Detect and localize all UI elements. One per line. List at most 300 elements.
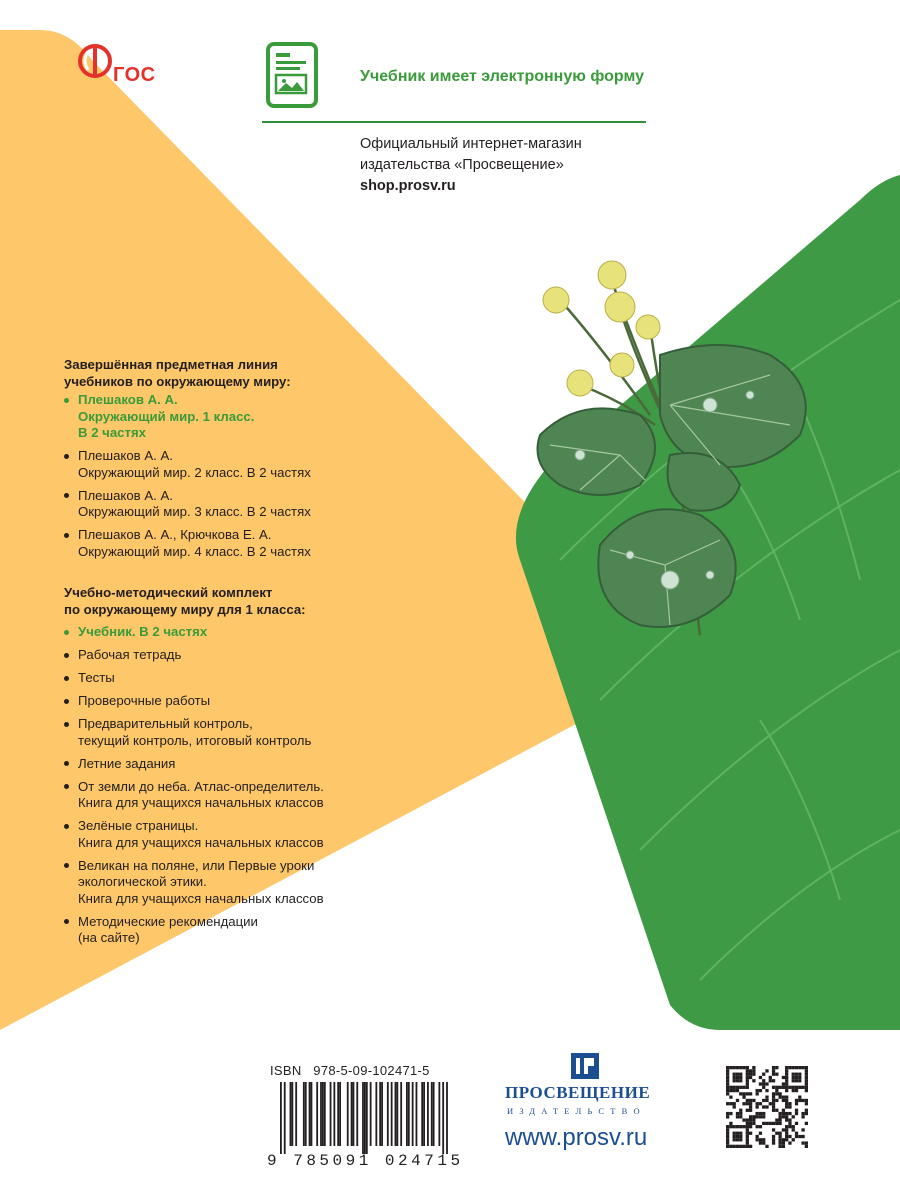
barcode-bar bbox=[311, 1082, 313, 1146]
qr-module bbox=[778, 1096, 781, 1099]
qr-module bbox=[742, 1102, 745, 1105]
qr-module bbox=[756, 1092, 759, 1095]
qr-module bbox=[801, 1141, 804, 1144]
qr-module bbox=[772, 1105, 775, 1108]
qr-module bbox=[778, 1092, 781, 1095]
qr-module bbox=[785, 1099, 788, 1102]
barcode-bar bbox=[309, 1082, 311, 1146]
qr-module bbox=[805, 1076, 808, 1079]
shop-line-2: издательства «Просвещение» bbox=[360, 157, 564, 173]
barcode-bar bbox=[316, 1082, 318, 1146]
publisher-logo-icon bbox=[570, 1052, 600, 1080]
qr-module bbox=[805, 1089, 808, 1092]
qr-module bbox=[785, 1076, 788, 1079]
qr-module bbox=[733, 1089, 736, 1092]
qr-module bbox=[739, 1086, 742, 1089]
qr-module bbox=[778, 1115, 781, 1118]
list-item: Великан на поляне, или Первые уроки экологической этики. Книга для учащихся начальных классов bbox=[64, 858, 444, 908]
qr-module bbox=[749, 1115, 752, 1118]
qr-module bbox=[772, 1092, 775, 1095]
qr-module bbox=[726, 1082, 729, 1085]
qr-module bbox=[778, 1086, 781, 1089]
qr-module bbox=[785, 1105, 788, 1108]
barcode-bar bbox=[324, 1082, 326, 1146]
qr-module bbox=[795, 1066, 798, 1069]
qr-module bbox=[788, 1086, 791, 1089]
qr-module bbox=[805, 1086, 808, 1089]
header-divider bbox=[262, 121, 646, 123]
list-item: Плешаков А. А. Окружающий мир. 2 класс. В 2 частях bbox=[64, 448, 424, 481]
qr-module bbox=[759, 1102, 762, 1105]
qr-module bbox=[762, 1079, 765, 1082]
qr-module bbox=[756, 1138, 759, 1141]
shop-line-1: Официальный интернет-магазин bbox=[360, 136, 582, 152]
fgos-logo-text: ГОС bbox=[113, 64, 156, 86]
qr-module bbox=[785, 1073, 788, 1076]
qr-module bbox=[772, 1128, 775, 1131]
qr-module bbox=[798, 1099, 801, 1102]
qr-module bbox=[785, 1125, 788, 1128]
barcode-bar bbox=[400, 1082, 402, 1146]
qr-module bbox=[778, 1112, 781, 1115]
qr-module bbox=[739, 1112, 742, 1115]
list-item: Плешаков А. А. Окружающий мир. 1 класс. В 2 частях bbox=[64, 392, 424, 442]
qr-module bbox=[785, 1138, 788, 1141]
qr-module bbox=[729, 1066, 732, 1069]
qr-module bbox=[782, 1096, 785, 1099]
qr-module bbox=[726, 1125, 729, 1128]
barcode-bar bbox=[353, 1082, 355, 1146]
qr-module bbox=[792, 1073, 795, 1076]
qr-module bbox=[795, 1109, 798, 1112]
qr-module bbox=[792, 1125, 795, 1128]
barcode-bar bbox=[333, 1082, 335, 1146]
qr-module bbox=[739, 1109, 742, 1112]
qr-module bbox=[788, 1105, 791, 1108]
barcode-bar bbox=[408, 1082, 410, 1146]
qr-module bbox=[798, 1076, 801, 1079]
qr-module bbox=[756, 1089, 759, 1092]
qr-module bbox=[795, 1076, 798, 1079]
qr-module bbox=[782, 1109, 785, 1112]
qr-module bbox=[733, 1105, 736, 1108]
qr-module bbox=[759, 1082, 762, 1085]
qr-module bbox=[736, 1112, 739, 1115]
qr-module bbox=[752, 1079, 755, 1082]
electronic-form-text: Учебник имеет электронную форму bbox=[360, 68, 644, 85]
publisher-url[interactable]: www.prosv.ru bbox=[505, 1124, 648, 1151]
qr-module bbox=[736, 1073, 739, 1076]
qr-module bbox=[785, 1128, 788, 1131]
qr-module bbox=[762, 1115, 765, 1118]
qr-module bbox=[752, 1115, 755, 1118]
qr-module bbox=[772, 1141, 775, 1144]
qr-module bbox=[736, 1138, 739, 1141]
qr-module bbox=[778, 1122, 781, 1125]
qr-module bbox=[778, 1138, 781, 1141]
qr-module bbox=[736, 1066, 739, 1069]
barcode-bar bbox=[305, 1082, 307, 1146]
qr-module bbox=[739, 1138, 742, 1141]
qr-module bbox=[756, 1135, 759, 1138]
qr-module bbox=[801, 1099, 804, 1102]
qr-module bbox=[769, 1076, 772, 1079]
qr-module bbox=[782, 1112, 785, 1115]
list-item: Проверочные работы bbox=[64, 693, 444, 710]
qr-module bbox=[762, 1073, 765, 1076]
qr-module bbox=[762, 1112, 765, 1115]
qr-module bbox=[762, 1099, 765, 1102]
qr-module bbox=[782, 1082, 785, 1085]
qr-module bbox=[742, 1066, 745, 1069]
barcode-bar bbox=[395, 1082, 397, 1146]
qr-module bbox=[785, 1132, 788, 1135]
barcode-bar bbox=[396, 1082, 398, 1146]
qr-module bbox=[729, 1096, 732, 1099]
qr-module bbox=[756, 1125, 759, 1128]
list-item: Учебник. В 2 частях bbox=[64, 624, 444, 641]
qr-module bbox=[785, 1066, 788, 1069]
qr-module bbox=[736, 1135, 739, 1138]
qr-module bbox=[739, 1076, 742, 1079]
qr-module bbox=[762, 1141, 765, 1144]
qr-module bbox=[798, 1079, 801, 1082]
qr-module bbox=[798, 1073, 801, 1076]
qr-module bbox=[749, 1105, 752, 1108]
barcode-bar bbox=[442, 1082, 444, 1154]
qr-module bbox=[762, 1105, 765, 1108]
barcode-bar bbox=[446, 1082, 448, 1154]
barcode-bar bbox=[431, 1082, 433, 1146]
qr-module bbox=[788, 1135, 791, 1138]
list-item: Методические рекомендации (на сайте) bbox=[64, 914, 444, 947]
qr-module bbox=[765, 1096, 768, 1099]
qr-module bbox=[782, 1128, 785, 1131]
qr-module bbox=[739, 1079, 742, 1082]
qr-module bbox=[795, 1079, 798, 1082]
barcode-bar bbox=[280, 1082, 282, 1154]
qr-module bbox=[733, 1073, 736, 1076]
isbn-text bbox=[270, 1063, 430, 1078]
qr-module bbox=[775, 1099, 778, 1102]
qr-module bbox=[739, 1092, 742, 1095]
qr-module bbox=[765, 1069, 768, 1072]
teaching-kit-list bbox=[64, 624, 444, 947]
qr-module bbox=[736, 1115, 739, 1118]
qr-module bbox=[788, 1122, 791, 1125]
list-item: Рабочая тетрадь bbox=[64, 647, 444, 664]
qr-module bbox=[795, 1102, 798, 1105]
qr-module bbox=[765, 1122, 768, 1125]
qr-module bbox=[785, 1115, 788, 1118]
qr-module bbox=[746, 1118, 749, 1121]
qr-module bbox=[792, 1066, 795, 1069]
qr-module bbox=[749, 1118, 752, 1121]
qr-module bbox=[775, 1073, 778, 1076]
qr-module bbox=[726, 1115, 729, 1118]
qr-module bbox=[798, 1135, 801, 1138]
qr-module bbox=[736, 1089, 739, 1092]
publisher-name: ПРОСВЕЩЕНИЕ bbox=[505, 1083, 651, 1102]
qr-module bbox=[772, 1102, 775, 1105]
barcode-icon bbox=[280, 1082, 448, 1154]
qr-module bbox=[805, 1112, 808, 1115]
barcode-bar bbox=[337, 1082, 339, 1146]
shop-url[interactable]: shop.prosv.ru bbox=[360, 178, 456, 194]
barcode-bar bbox=[339, 1082, 341, 1146]
qr-module bbox=[742, 1086, 745, 1089]
qr-module bbox=[805, 1122, 808, 1125]
qr-module bbox=[795, 1073, 798, 1076]
barcode-bar bbox=[356, 1082, 358, 1146]
qr-module bbox=[729, 1125, 732, 1128]
qr-module bbox=[752, 1118, 755, 1121]
qr-module bbox=[782, 1076, 785, 1079]
qr-module bbox=[739, 1132, 742, 1135]
qr-module bbox=[729, 1089, 732, 1092]
qr-module bbox=[733, 1132, 736, 1135]
qr-module bbox=[746, 1125, 749, 1128]
qr-module bbox=[805, 1073, 808, 1076]
qr-module bbox=[782, 1086, 785, 1089]
qr-module bbox=[762, 1138, 765, 1141]
qr-module bbox=[788, 1141, 791, 1144]
qr-module bbox=[805, 1102, 808, 1105]
qr-module bbox=[769, 1079, 772, 1082]
barcode-bar bbox=[412, 1082, 414, 1146]
list-item: От земли до неба. Атлас-определитель. Книга для учащихся начальных классов bbox=[64, 779, 444, 812]
qr-module bbox=[792, 1138, 795, 1141]
qr-module bbox=[742, 1145, 745, 1148]
qr-module bbox=[788, 1112, 791, 1115]
qr-module bbox=[759, 1112, 762, 1115]
qr-module bbox=[756, 1105, 759, 1108]
barcode-bar bbox=[391, 1082, 393, 1146]
qr-module bbox=[752, 1122, 755, 1125]
qr-module bbox=[772, 1138, 775, 1141]
publisher-subtitle: ИЗДАТЕЛЬСТВО bbox=[507, 1106, 646, 1116]
list-item: Летние задания bbox=[64, 756, 444, 773]
qr-code-icon bbox=[726, 1066, 808, 1148]
lady-mantle-plant-illustration bbox=[520, 255, 820, 655]
barcode-bar bbox=[303, 1082, 305, 1146]
qr-module bbox=[801, 1112, 804, 1115]
qr-module bbox=[726, 1141, 729, 1144]
qr-module bbox=[736, 1079, 739, 1082]
qr-module bbox=[749, 1102, 752, 1105]
qr-module bbox=[759, 1138, 762, 1141]
qr-module bbox=[772, 1135, 775, 1138]
qr-module bbox=[742, 1118, 745, 1121]
qr-module bbox=[801, 1128, 804, 1131]
qr-module bbox=[792, 1128, 795, 1131]
qr-module bbox=[762, 1082, 765, 1085]
barcode-bar bbox=[421, 1082, 423, 1146]
qr-module bbox=[782, 1099, 785, 1102]
qr-module bbox=[805, 1069, 808, 1072]
qr-module bbox=[785, 1135, 788, 1138]
qr-module bbox=[798, 1066, 801, 1069]
qr-module bbox=[772, 1086, 775, 1089]
isbn-label: ISBN bbox=[270, 1063, 302, 1078]
qr-module bbox=[762, 1086, 765, 1089]
qr-module bbox=[765, 1082, 768, 1085]
qr-module bbox=[746, 1086, 749, 1089]
qr-module bbox=[739, 1135, 742, 1138]
qr-module bbox=[736, 1099, 739, 1102]
barcode-bar bbox=[320, 1082, 322, 1146]
qr-module bbox=[726, 1073, 729, 1076]
qr-module bbox=[775, 1086, 778, 1089]
qr-module bbox=[729, 1122, 732, 1125]
tablet-icon bbox=[266, 42, 318, 108]
list-item: Тесты bbox=[64, 670, 444, 687]
qr-module bbox=[746, 1122, 749, 1125]
qr-module bbox=[805, 1082, 808, 1085]
qr-module bbox=[805, 1145, 808, 1148]
barcode-bar bbox=[347, 1082, 349, 1146]
qr-module bbox=[798, 1096, 801, 1099]
qr-module bbox=[746, 1138, 749, 1141]
qr-module bbox=[765, 1105, 768, 1108]
qr-module bbox=[746, 1102, 749, 1105]
qr-module bbox=[778, 1141, 781, 1144]
qr-module bbox=[746, 1079, 749, 1082]
qr-module bbox=[785, 1079, 788, 1082]
qr-module bbox=[785, 1082, 788, 1085]
qr-module bbox=[726, 1069, 729, 1072]
qr-module bbox=[759, 1089, 762, 1092]
qr-module bbox=[772, 1073, 775, 1076]
qr-module bbox=[746, 1092, 749, 1095]
qr-module bbox=[749, 1145, 752, 1148]
qr-module bbox=[733, 1145, 736, 1148]
barcode-bar bbox=[322, 1082, 324, 1146]
qr-module bbox=[778, 1145, 781, 1148]
barcode-bar bbox=[366, 1082, 368, 1154]
qr-module bbox=[759, 1141, 762, 1144]
qr-module bbox=[782, 1138, 785, 1141]
qr-module bbox=[775, 1092, 778, 1095]
qr-module bbox=[749, 1125, 752, 1128]
qr-module bbox=[795, 1089, 798, 1092]
qr-module bbox=[795, 1132, 798, 1135]
qr-module bbox=[762, 1122, 765, 1125]
qr-module bbox=[739, 1125, 742, 1128]
qr-module bbox=[746, 1069, 749, 1072]
list-item: Плешаков А. А., Крючкова Е. А. Окружающий мир. 4 класс. В 2 частях bbox=[64, 527, 424, 560]
qr-module bbox=[746, 1141, 749, 1144]
qr-module bbox=[752, 1099, 755, 1102]
qr-module bbox=[726, 1128, 729, 1131]
qr-module bbox=[752, 1066, 755, 1069]
qr-module bbox=[749, 1076, 752, 1079]
qr-module bbox=[778, 1118, 781, 1121]
qr-module bbox=[736, 1125, 739, 1128]
qr-module bbox=[726, 1132, 729, 1135]
qr-module bbox=[788, 1066, 791, 1069]
qr-module bbox=[769, 1122, 772, 1125]
qr-module bbox=[765, 1145, 768, 1148]
qr-module bbox=[733, 1102, 736, 1105]
qr-module bbox=[739, 1073, 742, 1076]
qr-module bbox=[746, 1066, 749, 1069]
qr-module bbox=[726, 1135, 729, 1138]
qr-module bbox=[792, 1079, 795, 1082]
barcode-bar bbox=[416, 1082, 418, 1146]
teaching-kit-title: Учебно-методический комплект по окружающему миру для 1 класса: bbox=[64, 585, 306, 617]
qr-module bbox=[775, 1109, 778, 1112]
list-item: Зелёные страницы. Книга для учащихся начальных классов bbox=[64, 818, 444, 851]
qr-module bbox=[795, 1135, 798, 1138]
barcode-bar bbox=[370, 1082, 372, 1146]
qr-module bbox=[792, 1076, 795, 1079]
barcode-bar bbox=[295, 1082, 297, 1146]
qr-module bbox=[749, 1099, 752, 1102]
qr-module bbox=[772, 1122, 775, 1125]
qr-module bbox=[765, 1099, 768, 1102]
qr-module bbox=[759, 1115, 762, 1118]
qr-module bbox=[788, 1125, 791, 1128]
barcode-bar bbox=[364, 1082, 366, 1154]
barcode-bar bbox=[351, 1082, 353, 1146]
barcode-bar bbox=[375, 1082, 377, 1146]
qr-module bbox=[785, 1102, 788, 1105]
qr-module bbox=[733, 1079, 736, 1082]
barcode-bar bbox=[387, 1082, 389, 1146]
qr-module bbox=[733, 1138, 736, 1141]
barcode-bar bbox=[423, 1082, 425, 1146]
qr-module bbox=[742, 1125, 745, 1128]
qr-module bbox=[759, 1125, 762, 1128]
qr-module bbox=[746, 1132, 749, 1135]
qr-module bbox=[739, 1145, 742, 1148]
qr-module bbox=[726, 1086, 729, 1089]
teaching-kit-section bbox=[64, 584, 444, 953]
qr-module bbox=[775, 1122, 778, 1125]
qr-module bbox=[798, 1086, 801, 1089]
subject-line-section bbox=[64, 356, 424, 567]
qr-module bbox=[742, 1092, 745, 1095]
qr-module bbox=[772, 1069, 775, 1072]
qr-module bbox=[782, 1141, 785, 1144]
qr-module bbox=[749, 1092, 752, 1095]
fgos-logo-icon bbox=[78, 44, 112, 78]
qr-module bbox=[746, 1135, 749, 1138]
qr-module bbox=[746, 1128, 749, 1131]
qr-module bbox=[775, 1066, 778, 1069]
qr-module bbox=[805, 1099, 808, 1102]
qr-module bbox=[746, 1145, 749, 1148]
qr-module bbox=[805, 1141, 808, 1144]
qr-module bbox=[746, 1076, 749, 1079]
qr-module bbox=[746, 1109, 749, 1112]
qr-module bbox=[765, 1089, 768, 1092]
qr-module bbox=[726, 1145, 729, 1148]
list-item: Предварительный контроль, текущий контроль, итоговый контроль bbox=[64, 716, 444, 749]
qr-module bbox=[759, 1132, 762, 1135]
qr-module bbox=[752, 1073, 755, 1076]
qr-module bbox=[785, 1096, 788, 1099]
qr-module bbox=[775, 1089, 778, 1092]
qr-module bbox=[772, 1099, 775, 1102]
qr-module bbox=[785, 1118, 788, 1121]
qr-module bbox=[772, 1066, 775, 1069]
qr-module bbox=[795, 1112, 798, 1115]
qr-module bbox=[733, 1086, 736, 1089]
qr-module bbox=[801, 1115, 804, 1118]
qr-module bbox=[778, 1135, 781, 1138]
